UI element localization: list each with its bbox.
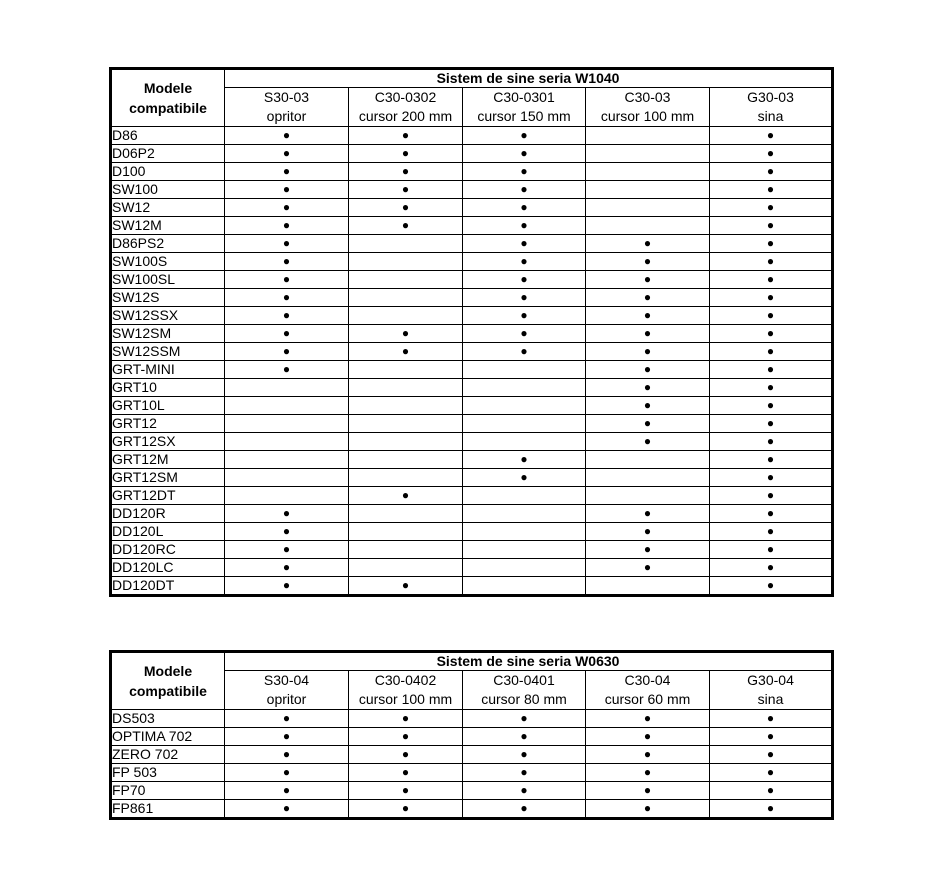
compatible-mark: ●: [710, 800, 833, 819]
compatible-mark: ●: [586, 559, 710, 577]
model-name: SW12SSX: [111, 307, 225, 325]
empty-cell: [225, 451, 349, 469]
system-title: Sistem de sine seria W0630: [225, 652, 833, 671]
compatible-mark: ●: [710, 469, 833, 487]
compatible-mark: ●: [225, 746, 349, 764]
model-name: GRT12SX: [111, 433, 225, 451]
compatible-mark: ●: [710, 764, 833, 782]
compatible-mark: ●: [586, 728, 710, 746]
table-row: [111, 415, 833, 433]
compatible-mark: ●: [225, 217, 349, 235]
empty-cell: [463, 577, 586, 596]
empty-cell: [225, 379, 349, 397]
column-code: C30-0401: [493, 672, 555, 688]
compatible-mark: ●: [586, 523, 710, 541]
compatible-mark: ●: [710, 782, 833, 800]
empty-cell: [349, 307, 463, 325]
compatible-mark: ●: [349, 217, 463, 235]
table-row: [111, 397, 833, 415]
table-row: [111, 217, 833, 235]
compatible-mark: ●: [586, 253, 710, 271]
column-code: C30-0301: [493, 89, 555, 105]
compatible-mark: ●: [349, 577, 463, 596]
compatible-mark: ●: [586, 271, 710, 289]
table-row: [111, 145, 833, 163]
compatible-mark: ●: [225, 764, 349, 782]
model-name: DS503: [111, 710, 225, 728]
model-name: SW100S: [111, 253, 225, 271]
column-header: [349, 88, 463, 127]
compatible-mark: ●: [710, 145, 833, 163]
compatible-mark: ●: [586, 325, 710, 343]
compatibility-table-w1040: [109, 67, 834, 597]
compatible-mark: ●: [225, 307, 349, 325]
compatible-mark: ●: [710, 746, 833, 764]
compatible-mark: ●: [225, 199, 349, 217]
compatible-mark: ●: [710, 181, 833, 199]
model-name: D100: [111, 163, 225, 181]
empty-cell: [349, 469, 463, 487]
empty-cell: [586, 145, 710, 163]
empty-cell: [586, 217, 710, 235]
compatible-mark: ●: [225, 289, 349, 307]
compatible-mark: ●: [586, 307, 710, 325]
table-row: [111, 523, 833, 541]
compatible-mark: ●: [586, 505, 710, 523]
table-row: [111, 800, 833, 819]
table-row: [111, 127, 833, 145]
column-header: [349, 671, 463, 710]
table-row: [111, 379, 833, 397]
compatible-mark: ●: [225, 800, 349, 819]
table-row: [111, 343, 833, 361]
empty-cell: [586, 163, 710, 181]
compatible-mark: ●: [710, 379, 833, 397]
compatible-mark: ●: [225, 271, 349, 289]
table-row: [111, 764, 833, 782]
model-name: GRT12M: [111, 451, 225, 469]
empty-cell: [349, 541, 463, 559]
table-row: [111, 271, 833, 289]
compatible-mark: ●: [586, 541, 710, 559]
model-name: DD120RC: [111, 541, 225, 559]
compatible-mark: ●: [586, 361, 710, 379]
empty-cell: [225, 487, 349, 505]
column-header: [710, 671, 833, 710]
compatible-mark: ●: [710, 307, 833, 325]
model-name: GRT-MINI: [111, 361, 225, 379]
compatible-mark: ●: [349, 163, 463, 181]
model-name: GRT12: [111, 415, 225, 433]
empty-cell: [349, 379, 463, 397]
compatible-mark: ●: [349, 181, 463, 199]
model-name: GRT12DT: [111, 487, 225, 505]
model-name: DD120DT: [111, 577, 225, 596]
models-header-line2: compatibile: [129, 100, 207, 116]
empty-cell: [463, 415, 586, 433]
compatible-mark: ●: [463, 271, 586, 289]
compatible-mark: ●: [349, 800, 463, 819]
model-name: DD120L: [111, 523, 225, 541]
compatible-mark: ●: [710, 505, 833, 523]
compatible-mark: ●: [225, 235, 349, 253]
model-name: DD120LC: [111, 559, 225, 577]
model-name: GRT12SM: [111, 469, 225, 487]
models-header: [111, 652, 225, 710]
compatible-mark: ●: [710, 710, 833, 728]
table-row: [111, 253, 833, 271]
compatible-mark: ●: [463, 145, 586, 163]
column-code: G30-04: [747, 672, 794, 688]
column-desc: cursor 200 mm: [358, 108, 453, 124]
model-name: FP861: [111, 800, 225, 819]
column-desc: opritor: [266, 691, 307, 707]
empty-cell: [349, 397, 463, 415]
table-body: [111, 127, 833, 596]
compatible-mark: ●: [225, 181, 349, 199]
compatible-mark: ●: [463, 253, 586, 271]
empty-cell: [225, 469, 349, 487]
compatible-mark: ●: [710, 541, 833, 559]
empty-cell: [225, 415, 349, 433]
table-row: [111, 325, 833, 343]
compatible-mark: ●: [463, 199, 586, 217]
model-name: D06P2: [111, 145, 225, 163]
model-name: ZERO 702: [111, 746, 225, 764]
compatible-mark: ●: [586, 289, 710, 307]
empty-cell: [349, 235, 463, 253]
column-code: G30-03: [747, 89, 794, 105]
compatible-mark: ●: [710, 361, 833, 379]
empty-cell: [349, 361, 463, 379]
empty-cell: [463, 541, 586, 559]
compatible-mark: ●: [463, 307, 586, 325]
empty-cell: [349, 433, 463, 451]
compatible-mark: ●: [463, 800, 586, 819]
compatible-mark: ●: [710, 235, 833, 253]
compatible-mark: ●: [349, 764, 463, 782]
compatible-mark: ●: [710, 433, 833, 451]
models-header-line1: Modele: [143, 80, 193, 96]
compatible-mark: ●: [463, 469, 586, 487]
empty-cell: [349, 505, 463, 523]
compatible-mark: ●: [349, 728, 463, 746]
empty-cell: [586, 199, 710, 217]
empty-cell: [463, 487, 586, 505]
column-desc: opritor: [266, 108, 307, 124]
compatible-mark: ●: [463, 710, 586, 728]
compatible-mark: ●: [225, 145, 349, 163]
compatible-mark: ●: [349, 746, 463, 764]
compatible-mark: ●: [225, 343, 349, 361]
empty-cell: [463, 433, 586, 451]
model-name: SW12SM: [111, 325, 225, 343]
compatible-mark: ●: [463, 764, 586, 782]
compatible-mark: ●: [463, 163, 586, 181]
empty-cell: [463, 523, 586, 541]
compatible-mark: ●: [463, 289, 586, 307]
column-desc: sina: [757, 691, 784, 707]
compatible-mark: ●: [710, 127, 833, 145]
model-name: OPTIMA 702: [111, 728, 225, 746]
empty-cell: [586, 469, 710, 487]
compatible-mark: ●: [225, 710, 349, 728]
compatible-mark: ●: [710, 163, 833, 181]
column-code: C30-04: [624, 672, 671, 688]
model-name: D86PS2: [111, 235, 225, 253]
empty-cell: [349, 559, 463, 577]
compatible-mark: ●: [463, 181, 586, 199]
compatible-mark: ●: [586, 782, 710, 800]
column-desc: cursor 60 mm: [604, 691, 691, 707]
column-desc: cursor 100 mm: [358, 691, 453, 707]
empty-cell: [463, 559, 586, 577]
compatible-mark: ●: [710, 289, 833, 307]
compatible-mark: ●: [349, 325, 463, 343]
column-code: C30-0402: [374, 672, 437, 688]
empty-cell: [349, 289, 463, 307]
table-row: [111, 289, 833, 307]
column-desc: cursor 150 mm: [477, 108, 571, 124]
table-row: [111, 710, 833, 728]
column-desc: cursor 100 mm: [600, 108, 695, 124]
compatible-mark: ●: [710, 415, 833, 433]
table-row: [111, 487, 833, 505]
models-header-line2: compatibile: [129, 683, 207, 699]
compatible-mark: ●: [710, 199, 833, 217]
table-row: [111, 199, 833, 217]
compatible-mark: ●: [225, 523, 349, 541]
compatible-mark: ●: [463, 217, 586, 235]
compatible-mark: ●: [586, 397, 710, 415]
compatible-mark: ●: [710, 559, 833, 577]
compatible-mark: ●: [710, 343, 833, 361]
table-row: [111, 728, 833, 746]
compatible-mark: ●: [349, 145, 463, 163]
compatible-mark: ●: [225, 325, 349, 343]
compatible-mark: ●: [710, 451, 833, 469]
compatible-mark: ●: [586, 235, 710, 253]
compatible-mark: ●: [710, 523, 833, 541]
table-row: [111, 181, 833, 199]
empty-cell: [349, 415, 463, 433]
column-code: S30-04: [263, 672, 310, 688]
table-row: [111, 469, 833, 487]
compatible-mark: ●: [463, 325, 586, 343]
model-name: FP70: [111, 782, 225, 800]
model-name: DD120R: [111, 505, 225, 523]
compatible-mark: ●: [710, 397, 833, 415]
models-header-line1: Modele: [143, 663, 193, 679]
compatible-mark: ●: [225, 577, 349, 596]
compatible-mark: ●: [225, 541, 349, 559]
empty-cell: [349, 451, 463, 469]
compatible-mark: ●: [349, 487, 463, 505]
table-row: [111, 361, 833, 379]
column-header: [586, 671, 710, 710]
compatible-mark: ●: [710, 577, 833, 596]
empty-cell: [463, 397, 586, 415]
compatible-mark: ●: [349, 710, 463, 728]
compatible-mark: ●: [710, 217, 833, 235]
table-row: [111, 505, 833, 523]
table-row: [111, 746, 833, 764]
compatible-mark: ●: [225, 782, 349, 800]
model-name: GRT10L: [111, 397, 225, 415]
compatible-mark: ●: [586, 800, 710, 819]
system-title: Sistem de sine seria W1040: [225, 69, 833, 88]
compatible-mark: ●: [463, 451, 586, 469]
empty-cell: [463, 361, 586, 379]
model-name: SW100: [111, 181, 225, 199]
table-row: [111, 782, 833, 800]
column-desc: cursor 80 mm: [481, 691, 567, 707]
compatible-mark: ●: [225, 163, 349, 181]
compatible-mark: ●: [710, 325, 833, 343]
compatible-mark: ●: [586, 415, 710, 433]
table-row: [111, 163, 833, 181]
table-row: [111, 433, 833, 451]
compatible-mark: ●: [463, 235, 586, 253]
compatible-mark: ●: [225, 127, 349, 145]
compatible-mark: ●: [463, 127, 586, 145]
compatible-mark: ●: [586, 379, 710, 397]
compatible-mark: ●: [225, 361, 349, 379]
compatible-mark: ●: [225, 728, 349, 746]
column-code: S30-03: [263, 89, 310, 105]
empty-cell: [349, 271, 463, 289]
compatible-mark: ●: [349, 199, 463, 217]
compatible-mark: ●: [225, 505, 349, 523]
compatible-mark: ●: [586, 746, 710, 764]
compatible-mark: ●: [349, 782, 463, 800]
empty-cell: [586, 181, 710, 199]
column-code: C30-0302: [374, 89, 437, 105]
compatible-mark: ●: [463, 343, 586, 361]
table-body: [111, 710, 833, 819]
compatible-mark: ●: [586, 433, 710, 451]
empty-cell: [586, 577, 710, 596]
empty-cell: [586, 127, 710, 145]
column-header: [225, 88, 349, 127]
empty-cell: [225, 397, 349, 415]
column-header: [463, 671, 586, 710]
model-name: GRT10: [111, 379, 225, 397]
table-row: [111, 577, 833, 596]
compatible-mark: ●: [463, 746, 586, 764]
model-name: SW12S: [111, 289, 225, 307]
model-name: SW12: [111, 199, 225, 217]
empty-cell: [586, 487, 710, 505]
table-row: [111, 451, 833, 469]
compatible-mark: ●: [349, 343, 463, 361]
compatible-mark: ●: [586, 710, 710, 728]
column-header: [225, 671, 349, 710]
column-desc: sina: [757, 108, 784, 124]
table-row: [111, 541, 833, 559]
column-header: [710, 88, 833, 127]
compatible-mark: ●: [463, 782, 586, 800]
table-row: [111, 235, 833, 253]
compatible-mark: ●: [710, 271, 833, 289]
empty-cell: [349, 523, 463, 541]
column-header: [463, 88, 586, 127]
model-name: SW100SL: [111, 271, 225, 289]
compatible-mark: ●: [225, 559, 349, 577]
model-name: SW12M: [111, 217, 225, 235]
table-row: [111, 559, 833, 577]
model-name: SW12SSM: [111, 343, 225, 361]
compatible-mark: ●: [586, 764, 710, 782]
models-header: [111, 69, 225, 127]
compatibility-table-w0630: [109, 650, 834, 820]
empty-cell: [586, 451, 710, 469]
column-code: C30-03: [624, 89, 671, 105]
empty-cell: [463, 505, 586, 523]
compatible-mark: ●: [349, 127, 463, 145]
compatible-mark: ●: [586, 343, 710, 361]
compatible-mark: ●: [225, 253, 349, 271]
model-name: FP 503: [111, 764, 225, 782]
model-name: D86: [111, 127, 225, 145]
empty-cell: [225, 433, 349, 451]
compatible-mark: ●: [710, 728, 833, 746]
compatible-mark: ●: [710, 487, 833, 505]
empty-cell: [349, 253, 463, 271]
compatible-mark: ●: [710, 253, 833, 271]
compatible-mark: ●: [463, 728, 586, 746]
empty-cell: [463, 379, 586, 397]
column-header: [586, 88, 710, 127]
table-row: [111, 307, 833, 325]
